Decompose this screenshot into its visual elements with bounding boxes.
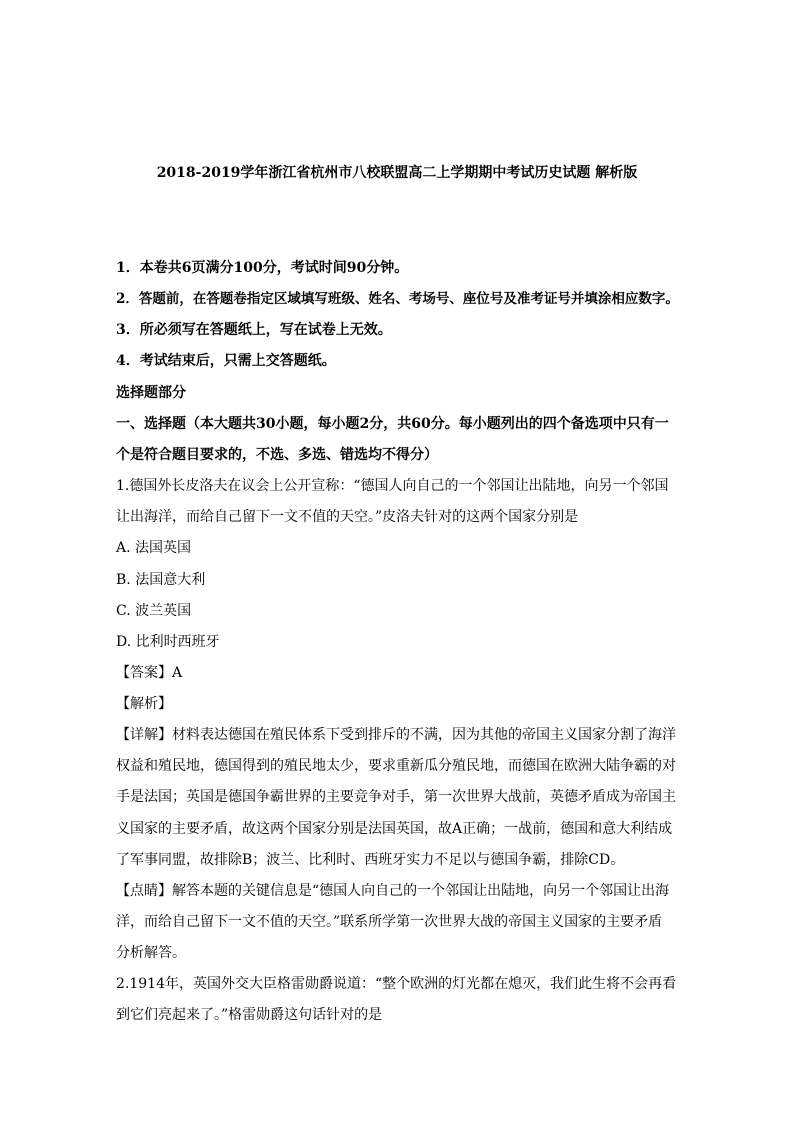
q1-option-c: C. 波兰英国 <box>116 603 192 619</box>
q1-option-a: A. 法国英国 <box>116 540 192 556</box>
q1-analysis-label: 【解析】 <box>116 696 172 712</box>
instruction-3: 3．所必须写在答题纸上，写在试卷上无效。 <box>116 322 392 338</box>
part-one-heading-line-2: 个是符合题目要求的，不选、多选、错选均不得分） <box>116 447 438 463</box>
q1-stem-line-1: 1.德国外长皮洛夫在议会上公开宣称：“德国人向自己的一个邻国让出陆地，向另一个邻国 <box>116 478 669 494</box>
q1-detail-line-2: 权益和殖民地，德国得到的殖民地太少，要求重新瓜分殖民地，而德国在欧洲大陆争霸的对 <box>116 758 676 774</box>
q1-tip-line-3: 分析解答。 <box>116 945 186 961</box>
section-heading: 选择题部分 <box>116 385 186 401</box>
q1-tip-line-1: 【点睛】解答本题的关键信息是“德国人向自己的一个邻国让出陆地，向另一个邻国让出海 <box>116 883 670 899</box>
instruction-1: 1．本卷共6页满分100分，考试时间90分钟。 <box>116 260 409 276</box>
q2-stem-line-1: 2.1914年，英国外交大臣格雷勋爵说道：“整个欧洲的灯光都在熄灭，我们此生将不会再看 <box>116 976 677 992</box>
q1-detail-line-3: 手是法国；英国是德国争霸世界的主要竞争对手，第一次世界大战前，英德矛盾成为帝国主 <box>116 789 676 805</box>
q1-detail-line-4: 义国家的主要矛盾，故这两个国家分别是法国英国，故A正确；一战前，德国和意大利结成 <box>116 821 673 837</box>
q2-stem-line-2: 到它们亮起来了。”格雷勋爵这句话针对的是 <box>116 1007 383 1023</box>
q1-option-b: B. 法国意大利 <box>116 572 206 588</box>
q1-tip-line-2: 洋，而给自己留下一文不值的天空。”联系所学第一次世界大战的帝国主义国家的主要矛盾 <box>116 914 663 930</box>
instruction-2: 2．答题前，在答题卷指定区域填写班级、姓名、考场号、座位号及准考证号并填涂相应数字。 <box>116 291 679 307</box>
q1-option-d: D. 比利时西班牙 <box>116 634 220 650</box>
part-one-heading-line-1: 一、选择题（本大题共30小题，每小题2分，共60分。每小题列出的四个备选项中只有一 <box>116 416 669 432</box>
q1-detail-line-5: 了军事同盟，故排除B；波兰、比利时、西班牙实力不足以与德国争霸，排除CD。 <box>116 852 625 868</box>
q1-stem-line-2: 让出海洋，而给自己留下一文不值的天空。”皮洛夫针对的这两个国家分别是 <box>116 509 579 525</box>
q1-answer: 【答案】A <box>116 665 183 681</box>
document-title: 2018-2019学年浙江省杭州市八校联盟高二上学期期中考试历史试题 解析版 <box>156 165 638 181</box>
instruction-4: 4．考试结束后，只需上交答题纸。 <box>116 353 336 369</box>
q1-detail-line-1: 【详解】材料表达德国在殖民体系下受到排斥的不满，因为其他的帝国主义国家分割了海洋 <box>116 727 676 743</box>
